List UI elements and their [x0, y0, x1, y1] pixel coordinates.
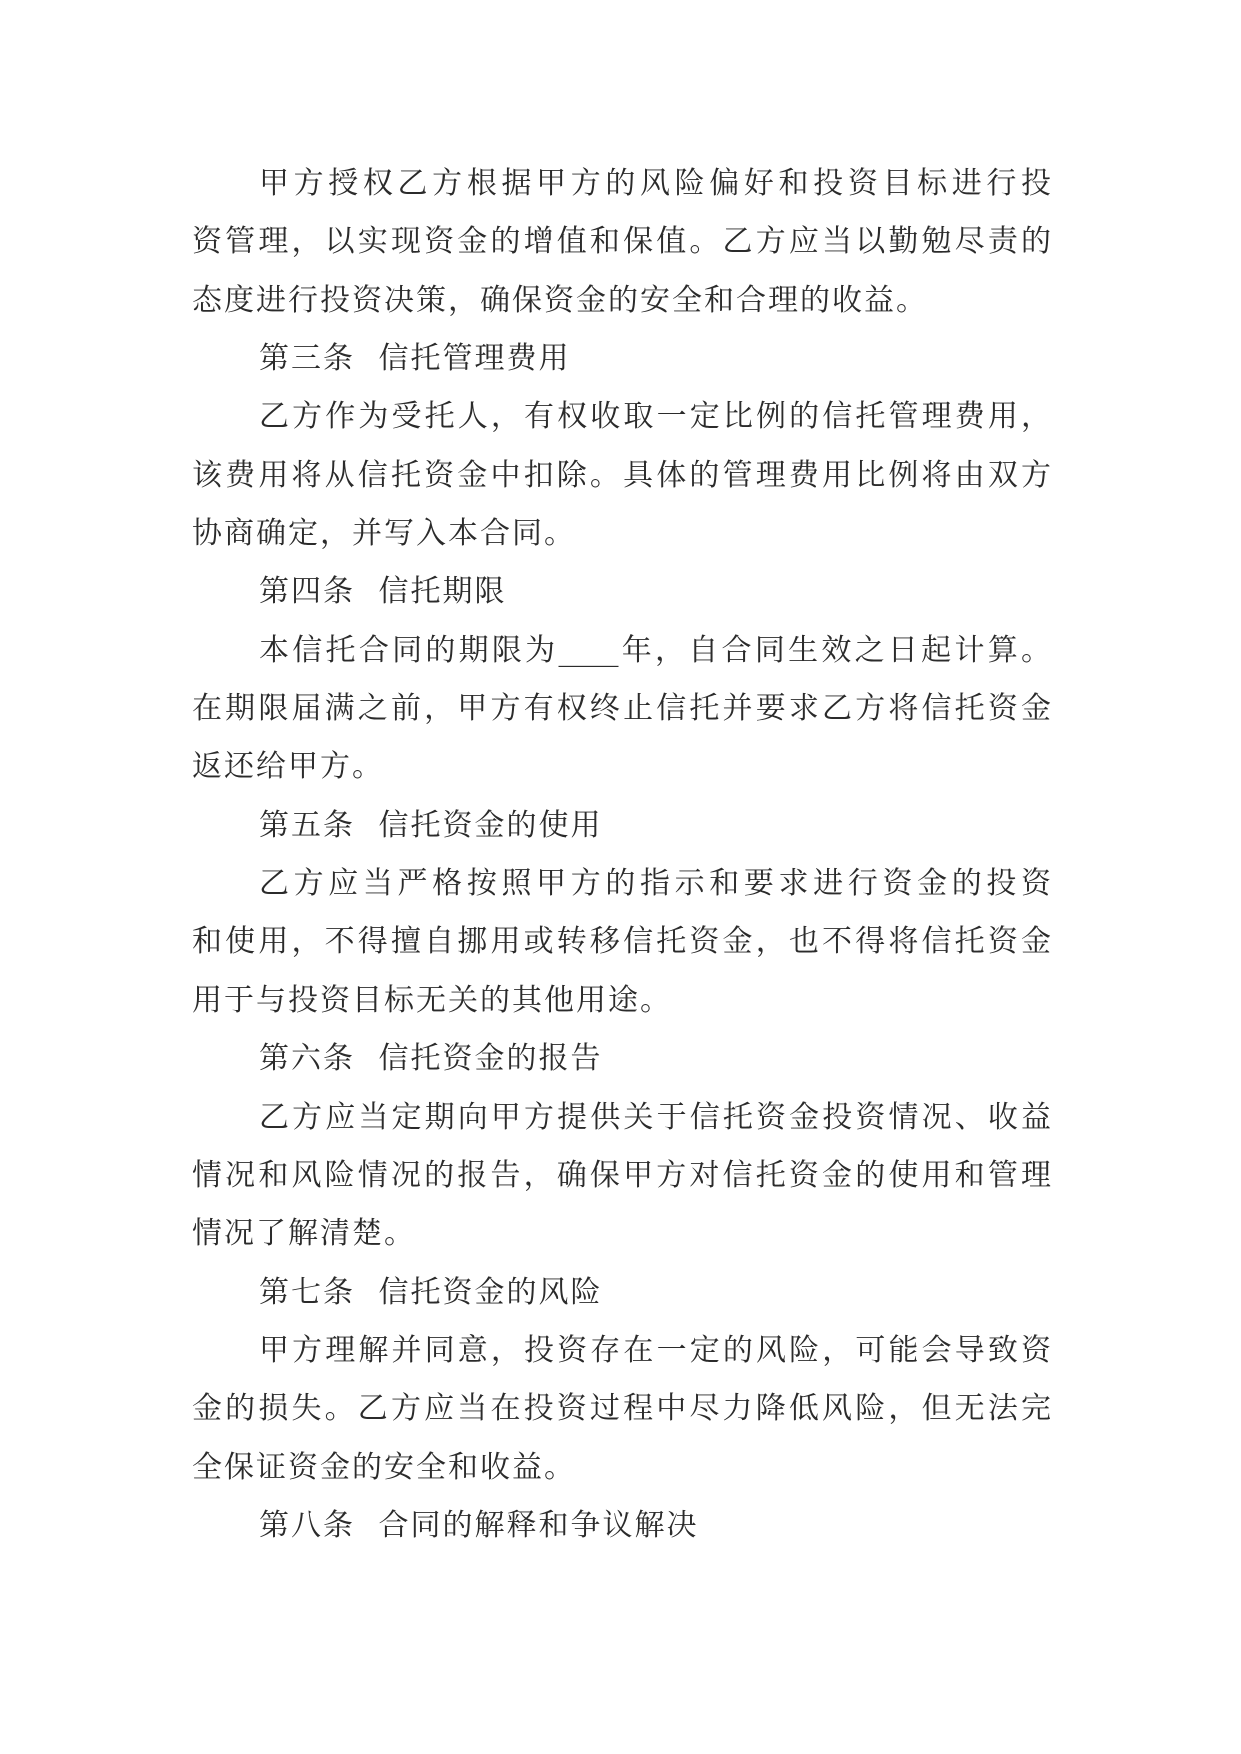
clause-heading: 第八条 合同的解释和争议解决 — [259, 1507, 699, 1543]
paragraph-line: 甲方理解并同意，投资存在一定的风险，可能会导致资 — [259, 1332, 1051, 1368]
clause-paragraph — [192, 622, 1051, 797]
paragraph-line: 甲方授权乙方根据甲方的风险偏好和投资目标进行投 — [259, 166, 1051, 201]
paragraph-line: 资管理，以实现资金的增值和保值。乙方应当以勤勉尽责的 — [192, 224, 1051, 260]
paragraph-line: 用于与投资目标无关的其他用途。 — [192, 982, 672, 1018]
paragraph-line: 情况了解清楚。 — [192, 1216, 416, 1252]
paragraph-line: 和使用，不得擅自挪用或转移信托资金，也不得将信托资金 — [192, 924, 1051, 960]
paragraph-line: 本信托合同的期限为____年，自合同生效之日起计算。 — [259, 632, 1051, 668]
paragraph-line: 态度进行投资决策，确保资金的安全和合理的收益。 — [192, 282, 928, 318]
paragraph-line: 乙方应当严格按照甲方的指示和要求进行资金的投资 — [259, 866, 1051, 902]
clause-paragraph — [192, 1322, 1051, 1497]
paragraph-line: 该费用将从信托资金中扣除。具体的管理费用比例将由双方 — [192, 457, 1051, 493]
paragraph-line: 乙方应当定期向甲方提供关于信托资金投资情况、收益 — [259, 1099, 1051, 1135]
paragraph-line: 乙方作为受托人，有权收取一定比例的信托管理费用， — [259, 399, 1051, 435]
paragraph-line: 在期限届满之前，甲方有权终止信托并要求乙方将信托资金 — [192, 691, 1051, 727]
paragraph-line: 金的损失。乙方应当在投资过程中尽力降低风险，但无法完 — [192, 1391, 1051, 1427]
clause-paragraph — [192, 155, 1051, 330]
clause-heading: 第七条 信托资金的风险 — [259, 1274, 603, 1310]
clause-heading: 第四条 信托期限 — [259, 574, 507, 610]
paragraph-line: 返还给甲方。 — [192, 749, 384, 785]
clause-paragraph — [192, 855, 1051, 1030]
paragraph-line: 协商确定，并写入本合同。 — [192, 516, 576, 552]
clause-heading: 第五条 信托资金的使用 — [259, 807, 603, 843]
clause-paragraph — [192, 388, 1051, 563]
clause-heading: 第三条 信托管理费用 — [259, 341, 571, 377]
document-body — [192, 155, 1051, 1555]
clause-heading: 第六条 信托资金的报告 — [259, 1041, 603, 1077]
clause-paragraph — [192, 1089, 1051, 1264]
paragraph-line: 全保证资金的安全和收益。 — [192, 1449, 576, 1485]
paragraph-line: 情况和风险情况的报告，确保甲方对信托资金的使用和管理 — [192, 1157, 1051, 1193]
